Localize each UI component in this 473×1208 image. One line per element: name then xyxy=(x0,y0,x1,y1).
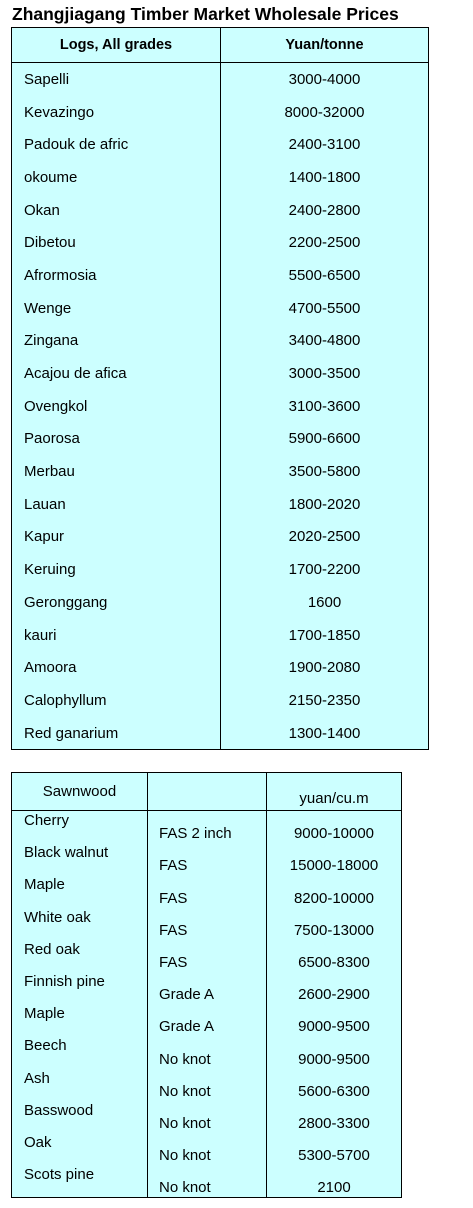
sawnwood-price-cell: 9000-9500 xyxy=(267,1036,402,1068)
sawnwood-species-cell: Finnish pine xyxy=(12,972,148,1004)
log-species-cell: Sapelli xyxy=(12,63,221,96)
sawnwood-price-cell: 8200-10000 xyxy=(267,875,402,907)
log-price-cell: 3000-4000 xyxy=(221,63,429,96)
table-row xyxy=(12,194,429,227)
column-header-logs: Logs, All grades xyxy=(12,28,221,63)
log-price-cell: 1600 xyxy=(221,586,429,619)
sawnwood-grade-cell: No knot xyxy=(148,1036,267,1068)
sawnwood-grade-cell: FAS xyxy=(148,940,267,972)
log-price-cell: 1300-1400 xyxy=(221,717,429,750)
sawnwood-grade-cell: No knot xyxy=(148,1165,267,1198)
table-row xyxy=(12,717,429,750)
table-row xyxy=(12,96,429,129)
log-price-cell: 1700-1850 xyxy=(221,619,429,652)
sawnwood-grade-cell: FAS xyxy=(148,843,267,875)
log-species-cell: Calophyllum xyxy=(12,684,221,717)
sawnwood-grade-cell: FAS xyxy=(148,875,267,907)
column-header-yuan-per-cum: yuan/cu.m xyxy=(267,773,402,811)
sawnwood-species-cell: Basswood xyxy=(12,1101,148,1133)
log-species-cell: Padouk de afric xyxy=(12,128,221,161)
log-price-cell: 1900-2080 xyxy=(221,651,429,684)
log-species-cell: Ovengkol xyxy=(12,390,221,423)
table-row xyxy=(12,684,429,717)
log-species-cell: Kapur xyxy=(12,521,221,554)
sawnwood-grade-cell: FAS xyxy=(148,908,267,940)
table-row xyxy=(12,1069,402,1101)
table-header-row xyxy=(12,28,429,63)
log-species-cell: Geronggang xyxy=(12,586,221,619)
log-price-cell: 2200-2500 xyxy=(221,226,429,259)
table-row xyxy=(12,292,429,325)
sawnwood-grade-cell: Grade A xyxy=(148,972,267,1004)
log-price-cell: 3500-5800 xyxy=(221,455,429,488)
log-price-cell: 3400-4800 xyxy=(221,325,429,358)
table-row xyxy=(12,390,429,423)
log-species-cell: Okan xyxy=(12,194,221,227)
table-row xyxy=(12,325,429,358)
sawnwood-grade-cell: No knot xyxy=(148,1133,267,1165)
table-row xyxy=(12,1036,402,1068)
sawnwood-price-cell: 15000-18000 xyxy=(267,843,402,875)
sawnwood-species-cell: White oak xyxy=(12,908,148,940)
table-row xyxy=(12,875,402,907)
table-header-row xyxy=(12,773,402,811)
table-row xyxy=(12,423,429,456)
log-species-cell: Zingana xyxy=(12,325,221,358)
log-species-cell: Acajou de afica xyxy=(12,357,221,390)
column-header-yuan-per-tonne: Yuan/tonne xyxy=(221,28,429,63)
table-row xyxy=(12,651,429,684)
log-species-cell: kauri xyxy=(12,619,221,652)
table-row xyxy=(12,226,429,259)
table-row xyxy=(12,161,429,194)
sawnwood-price-table xyxy=(11,772,402,1198)
table-row xyxy=(12,259,429,292)
logs-price-table xyxy=(11,27,429,750)
sawnwood-price-cell: 2100 xyxy=(267,1165,402,1198)
sawnwood-species-cell: Scots pine xyxy=(12,1165,148,1198)
table-row xyxy=(12,843,402,875)
table-row xyxy=(12,940,402,972)
sawnwood-grade-cell: Grade A xyxy=(148,1004,267,1036)
log-species-cell: Kevazingo xyxy=(12,96,221,129)
log-price-cell: 3100-3600 xyxy=(221,390,429,423)
sawnwood-species-cell: Oak xyxy=(12,1133,148,1165)
log-price-cell: 1800-2020 xyxy=(221,488,429,521)
log-price-cell: 2020-2500 xyxy=(221,521,429,554)
sawnwood-species-cell: Cherry xyxy=(12,811,148,844)
log-price-cell: 1700-2200 xyxy=(221,553,429,586)
sawnwood-grade-cell: FAS 2 inch xyxy=(148,811,267,844)
sawnwood-species-cell: Ash xyxy=(12,1069,148,1101)
log-price-cell: 2150-2350 xyxy=(221,684,429,717)
table-row xyxy=(12,128,429,161)
log-species-cell: Keruing xyxy=(12,553,221,586)
table-row xyxy=(12,1101,402,1133)
log-price-cell: 2400-3100 xyxy=(221,128,429,161)
log-price-cell: 5500-6500 xyxy=(221,259,429,292)
table-row xyxy=(12,455,429,488)
sawnwood-price-cell: 6500-8300 xyxy=(267,940,402,972)
column-header-sawnwood: Sawnwood xyxy=(12,773,148,811)
table-row xyxy=(12,972,402,1004)
table-row xyxy=(12,553,429,586)
sawnwood-grade-cell: No knot xyxy=(148,1101,267,1133)
table-row xyxy=(12,811,402,844)
log-species-cell: Red ganarium xyxy=(12,717,221,750)
table-row xyxy=(12,1165,402,1198)
table-row xyxy=(12,908,402,940)
table-row xyxy=(12,619,429,652)
sawnwood-species-cell: Maple xyxy=(12,875,148,907)
sawnwood-price-cell: 5300-5700 xyxy=(267,1133,402,1165)
table-row xyxy=(12,586,429,619)
table-row xyxy=(12,357,429,390)
log-species-cell: Wenge xyxy=(12,292,221,325)
log-species-cell: Paorosa xyxy=(12,423,221,456)
log-price-cell: 3000-3500 xyxy=(221,357,429,390)
log-price-cell: 2400-2800 xyxy=(221,194,429,227)
log-species-cell: Lauan xyxy=(12,488,221,521)
sawnwood-price-cell: 9000-9500 xyxy=(267,1004,402,1036)
log-species-cell: Dibetou xyxy=(12,226,221,259)
sawnwood-species-cell: Beech xyxy=(12,1036,148,1068)
sawnwood-species-cell: Black walnut xyxy=(12,843,148,875)
table-row xyxy=(12,488,429,521)
sawnwood-price-cell: 2600-2900 xyxy=(267,972,402,1004)
log-price-cell: 8000-32000 xyxy=(221,96,429,129)
page-title: Zhangjiagang Timber Market Wholesale Prices xyxy=(12,4,399,24)
sawnwood-species-cell: Maple xyxy=(12,1004,148,1036)
log-price-cell: 4700-5500 xyxy=(221,292,429,325)
log-price-cell: 1400-1800 xyxy=(221,161,429,194)
table-row xyxy=(12,521,429,554)
log-species-cell: Amoora xyxy=(12,651,221,684)
table-row xyxy=(12,1133,402,1165)
table-row xyxy=(12,63,429,96)
sawnwood-price-cell: 7500-13000 xyxy=(267,908,402,940)
log-price-cell: 5900-6600 xyxy=(221,423,429,456)
table-row xyxy=(12,1004,402,1036)
sawnwood-price-cell: 5600-6300 xyxy=(267,1069,402,1101)
log-species-cell: Afrormosia xyxy=(12,259,221,292)
sawnwood-price-cell: 2800-3300 xyxy=(267,1101,402,1133)
log-species-cell: okoume xyxy=(12,161,221,194)
sawnwood-species-cell: Red oak xyxy=(12,940,148,972)
log-species-cell: Merbau xyxy=(12,455,221,488)
sawnwood-price-cell: 9000-10000 xyxy=(267,811,402,844)
sawnwood-grade-cell: No knot xyxy=(148,1069,267,1101)
column-header-grade xyxy=(148,773,267,811)
